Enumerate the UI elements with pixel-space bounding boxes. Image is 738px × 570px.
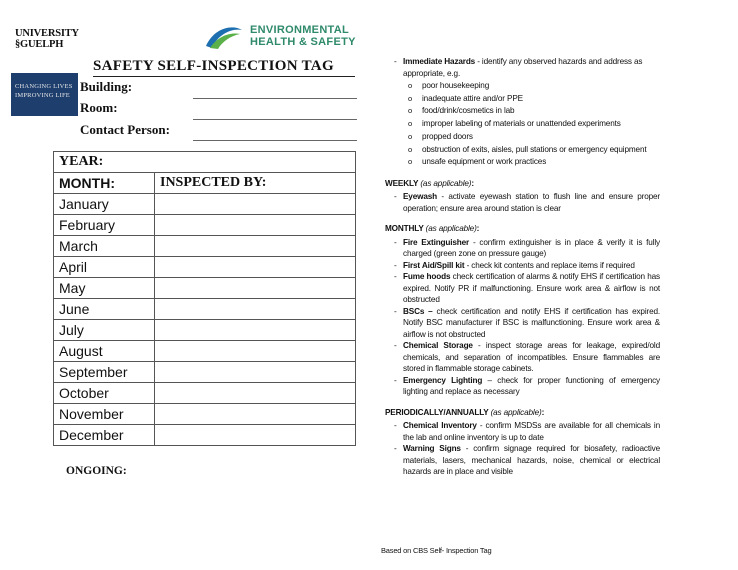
table-row	[54, 299, 356, 320]
inspected-by-cell[interactable]	[155, 341, 356, 362]
contact-person-label: Contact Person:	[80, 122, 170, 137]
ongoing-label: ONGOING:	[66, 465, 127, 477]
month-cell: June	[54, 299, 155, 320]
periodic-heading: PERIODICALLY/ANNUALLY (as applicable):	[385, 407, 545, 417]
immediate-hazards-title: Immediate Hazards	[403, 57, 476, 66]
table-row	[54, 425, 356, 446]
weekly-item-eyewash: - Eyewash - activate eyewash station to flush line and ensure proper operation; ensure area around station is clear	[394, 192, 660, 213]
inspected-by-cell[interactable]	[155, 236, 356, 257]
year-row	[54, 152, 356, 173]
table-row	[54, 320, 356, 341]
tag-title: SAFETY SELF-INSPECTION TAG	[93, 58, 355, 77]
monthly-item-emergency-lighting: - Emergency Lighting – check for proper functioning of emergency lighting and replace as necessary	[394, 375, 660, 397]
ehs-logo	[204, 22, 364, 52]
ehs-swoosh-icon	[204, 24, 244, 50]
monthly-item-chemical-storage: - Chemical Storage - inspect storage areas for leakage, expired/old chemicals, and separation of incompatibles. Ensure flammables are stored in flammable storage cabinets.	[394, 341, 660, 374]
guelph-logo-line2: §GUELPH	[15, 39, 64, 50]
table-row	[54, 257, 356, 278]
bullet-circle-icon: o	[408, 81, 413, 90]
footer-note: Based on CBS Self- Inspection Tag	[381, 546, 492, 555]
month-cell: December	[54, 425, 155, 446]
bullet-circle-icon: o	[408, 131, 413, 141]
bullet-circle-icon: o	[408, 119, 413, 129]
bullet-circle-icon: o	[408, 93, 413, 103]
periodic-item-warning-signs: - Warning Signs - confirm signage required for biosafety, radioactive materials, lasers, mechanical hazards, noise, chemical or electrical hazards are in place and visible	[394, 444, 660, 477]
hazard-examples-list	[385, 80, 660, 169]
inspected-by-cell[interactable]	[155, 299, 356, 320]
contact-person-field[interactable]	[193, 140, 357, 141]
list-item: o unsafe equipment or work practices	[385, 156, 660, 169]
table-row	[54, 215, 356, 236]
table-row	[54, 383, 356, 404]
guelph-logo-wordmark	[11, 20, 78, 73]
monthly-item-fume-hoods: - Fume hoods check certification of alarms & notify EHS if certification has expired. Notify PR if malfunctioning. Ensure work area & airflow is not obstructed	[394, 272, 660, 305]
room-label: Room:	[80, 100, 118, 115]
inspection-log-table	[53, 151, 356, 446]
month-cell: January	[54, 194, 155, 215]
table-row	[54, 278, 356, 299]
list-item: o poor housekeeping	[385, 80, 660, 93]
guelph-tagline-line1: CHANGING LIVES	[15, 83, 73, 90]
university-of-guelph-logo	[11, 20, 78, 116]
month-header: MONTH:	[54, 173, 155, 194]
monthly-heading: MONTHLY (as applicable):	[385, 224, 480, 234]
inspected-by-cell[interactable]	[155, 404, 356, 425]
building-label: Building:	[80, 79, 133, 94]
guelph-logo-tagline	[11, 73, 78, 116]
list-item: o propped doors	[385, 131, 660, 144]
month-cell: April	[54, 257, 155, 278]
month-cell: July	[54, 320, 155, 341]
inspected-by-cell[interactable]	[155, 425, 356, 446]
month-cell: October	[54, 383, 155, 404]
inspected-by-cell[interactable]	[155, 362, 356, 383]
table-row	[54, 236, 356, 257]
inspected-by-cell[interactable]	[155, 194, 356, 215]
bullet-circle-icon: o	[408, 157, 413, 167]
month-cell: May	[54, 278, 155, 299]
month-cell: September	[54, 362, 155, 383]
list-item: o obstruction of exits, aisles, pull stations or emergency equipment	[385, 144, 660, 157]
ehs-logo-line1: ENVIRONMENTAL	[250, 24, 350, 36]
month-cell: March	[54, 236, 155, 257]
list-item: o food/drink/cosmetics in lab	[385, 105, 660, 118]
weekly-heading: WEEKLY (as applicable):	[385, 178, 474, 188]
table-row	[54, 404, 356, 425]
inspected-by-header: INSPECTED BY:	[155, 173, 356, 194]
month-cell: November	[54, 404, 155, 425]
month-cell: August	[54, 341, 155, 362]
guelph-logo-line1: UNIVERSITY	[15, 28, 79, 39]
building-field[interactable]	[193, 98, 357, 99]
inspected-by-cell[interactable]	[155, 320, 356, 341]
immediate-hazards-item: - Immediate Hazards - identify any observed hazards and address as appropriate, e.g.	[394, 57, 643, 78]
bullet-circle-icon: o	[408, 144, 413, 154]
inspected-by-cell[interactable]	[155, 215, 356, 236]
header-row	[54, 173, 356, 194]
month-cell: February	[54, 215, 155, 236]
year-label[interactable]: YEAR:	[54, 152, 356, 173]
inspection-guidelines	[385, 56, 660, 478]
monthly-item-fire-extinguisher: - Fire Extinguisher - confirm extinguisher is in place & verify it is fully charged (green zone on pressure gauge)	[394, 237, 660, 259]
inspected-by-cell[interactable]	[155, 278, 356, 299]
room-field[interactable]	[193, 119, 357, 120]
table-row	[54, 194, 356, 215]
guelph-tagline-line2: IMPROVING LIFE	[15, 92, 70, 99]
table-row	[54, 341, 356, 362]
periodic-item-chemical-inventory: - Chemical Inventory - confirm MSDSs are available for all chemicals in the lab and online inventory is up to date	[394, 421, 660, 442]
immediate-hazards-text: - identify any observed hazards and address as appropriate, e.g.	[403, 57, 643, 78]
bullet-circle-icon: o	[408, 106, 413, 116]
ehs-logo-line2: HEALTH & SAFETY	[250, 36, 356, 48]
inspected-by-cell[interactable]	[155, 257, 356, 278]
monthly-item-bscs: - BSCs – check certification and notify EHS if certification has expired. Notify BSC manufacturer if BSC is malfunctioning. Ensure work area & airflow is not obstructed	[394, 306, 660, 339]
ehs-logo-text	[250, 24, 356, 48]
table-row	[54, 362, 356, 383]
list-item: o improper labeling of materials or unattended experiments	[385, 118, 660, 131]
monthly-item-first-aid: - First Aid/Spill kit - check kit contents and replace items if required	[394, 260, 635, 270]
list-item: o inadequate attire and/or PPE	[385, 93, 660, 106]
inspected-by-cell[interactable]	[155, 383, 356, 404]
